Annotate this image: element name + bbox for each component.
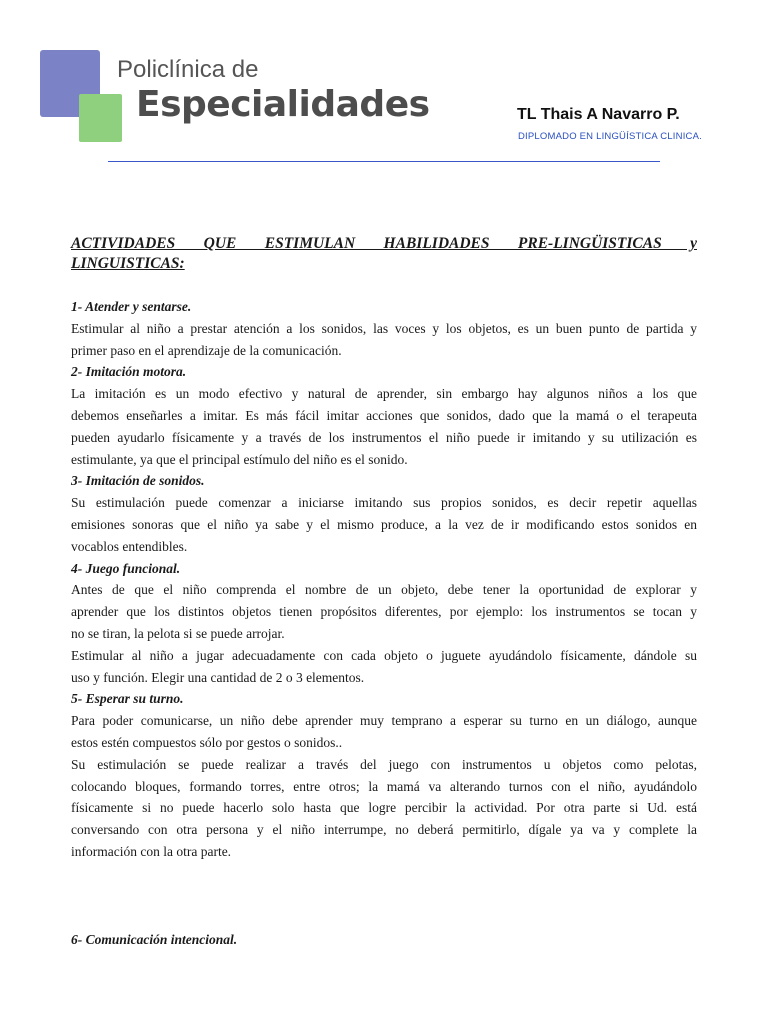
header-divider (108, 161, 660, 162)
section-heading: 3- Imitación de sonidos. (71, 473, 205, 489)
paragraph-line: no se tiran, la pelota si se puede arrojar. (71, 625, 285, 641)
paragraph-line: aprender que los distintos objetos tienen propósitos diferentes, por ejemplo: los instrumentos se tocan y (71, 604, 697, 620)
paragraph-line: Su estimulación se puede realizar a través del juego con instrumentos u objetos como pelotas, (71, 756, 697, 772)
paragraph-line: Su estimulación puede comenzar a iniciarse imitando sus propios sonidos, es decir repetir aquellas (71, 495, 697, 511)
clinic-logo (40, 48, 430, 148)
section-6-heading: 6- Comunicación intencional. (71, 932, 238, 947)
paragraph-line: conversando con otra persona y el niño interrumpe, no deberá permitirlo, dígale ya va y complete la (71, 822, 697, 838)
section-paragraph (71, 579, 697, 644)
title-line-1: ACTIVIDADES QUE ESTIMULAN HABILIDADES PRE-LINGÜISTICAS y (71, 235, 697, 252)
paragraph-line: estimulante, ya que el principal estímulo del niño es el sonido. (71, 451, 408, 467)
paragraph-line: colocando bloques, formando torres, entre otros; la mamá va alterando turnos con el niño, ayudándolo (71, 778, 697, 794)
section-heading: 5- Esperar su turno. (71, 691, 184, 707)
section-heading: 1- Atender y sentarse. (71, 299, 192, 314)
section-paragraph (71, 383, 697, 470)
document-body (71, 234, 697, 863)
paragraph-line: pueden ayudarlo físicamente y a través de los instrumentos el niño puede ir imitando y su utilización es (71, 429, 697, 445)
logo-square-green (79, 94, 122, 142)
paragraph-line: físicamente si no puede hacerlo solo hasta que logre percibir la actividad. Por otra parte si Ud. está (71, 800, 697, 816)
paragraph-line: vocablos entendibles. (71, 538, 188, 554)
paragraph-line: estos estén compuestos sólo por gestos o sonidos.. (71, 734, 343, 750)
document-title (71, 234, 697, 274)
title-line-2: LINGUISTICAS: (71, 255, 185, 272)
logo-text-line2: Especialidades (136, 84, 430, 125)
paragraph-line: primer paso en el aprendizaje de la comunicación. (71, 342, 342, 358)
section-paragraph (71, 754, 697, 863)
paragraph-line: información con la otra parte. (71, 843, 232, 859)
paragraph-line: Estimular al niño a jugar adecuadamente con cada objeto o juguete ayudándolo físicamente, dándole su (71, 647, 697, 663)
section-heading: 4- Juego funcional. (71, 560, 181, 576)
sections-list (71, 296, 697, 863)
section-heading: 2- Imitación motora. (71, 364, 187, 380)
paragraph-line: uso y función. Elegir una cantidad de 2 o 3 elementos. (71, 669, 365, 685)
section-paragraph (71, 710, 697, 754)
section-paragraph (71, 318, 697, 362)
section-paragraph (71, 492, 697, 557)
section-paragraph (71, 645, 697, 689)
paragraph-line: Para poder comunicarse, un niño debe aprender muy temprano a esperar su turno en un diálogo, aunque (71, 713, 697, 729)
author-subtitle: DIPLOMADO EN LINGÜÍSTICA CLINICA. (518, 131, 702, 142)
paragraph-line: emisiones sonoras que el niño ya sabe y el mismo produce, a la vez de ir modificando estos sonidos en (71, 516, 697, 532)
paragraph-line: Estimular al niño a prestar atención a los sonidos, las voces y los objetos, es un buen punto de partida y (71, 320, 697, 336)
paragraph-line: La imitación es un modo efectivo y natural de aprender, sin embargo hay algunos niños a los que (71, 386, 697, 402)
author-name: TL Thais A Navarro P. (517, 106, 680, 123)
paragraph-line: debemos enseñarles a imitar. Es más fácil imitar acciones que sonidos, dado que la mamá o el terapeuta (71, 407, 697, 423)
logo-text-line1: Policlínica de (117, 56, 259, 83)
paragraph-line: Antes de que el niño comprenda el nombre de un objeto, debe tener la oportunidad de explorar y (71, 582, 697, 598)
